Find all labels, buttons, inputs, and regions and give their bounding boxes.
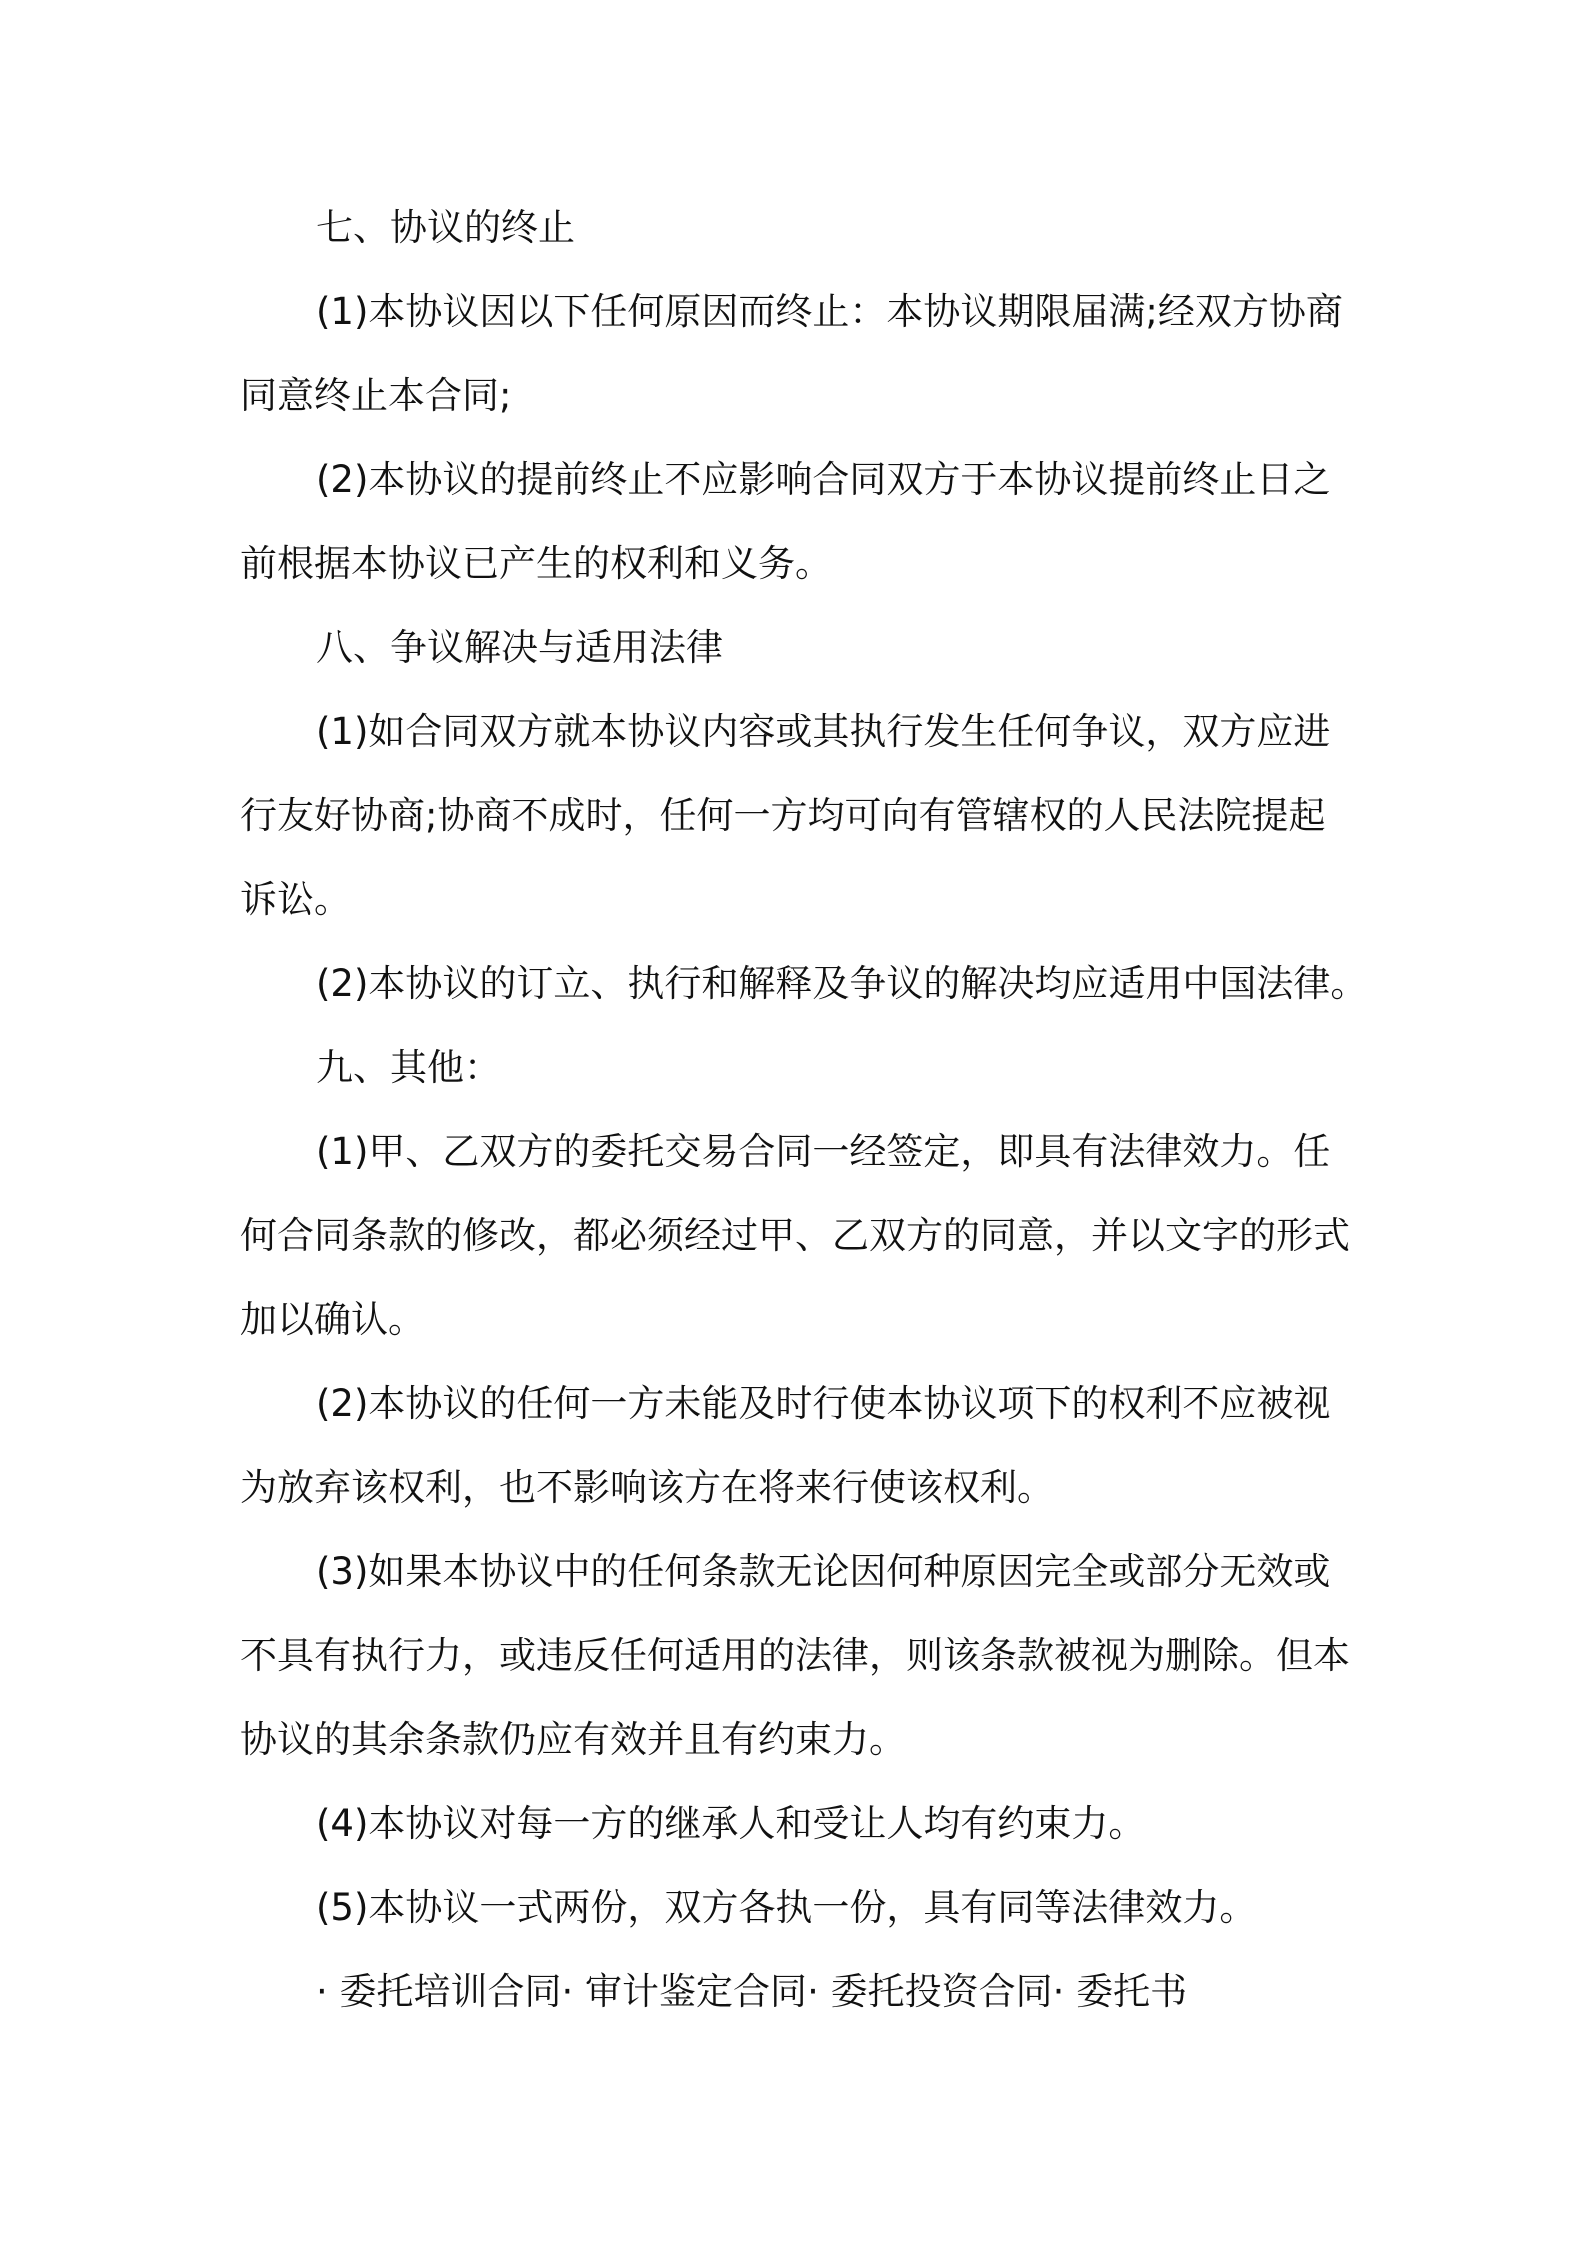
clause-line: 何合同条款的修改，都必须经过甲、乙双方的同意，并以文字的形式 — [240, 1214, 1350, 1257]
clause-line: (4)本协议对每一方的继承人和受让人均有约束力。 — [316, 1802, 1146, 1845]
document-body — [240, 200, 1368, 2020]
clause-line: (2)本协议的订立、执行和解释及争议的解决均应适用中国法律。 — [316, 962, 1368, 1005]
clause-line: (1)如合同双方就本协议内容或其执行发生任何争议，双方应进 — [316, 710, 1331, 753]
clause-line: 协议的其余条款仍应有效并且有约束力。 — [240, 1718, 906, 1761]
clause-line: 为放弃该权利，也不影响该方在将来行使该权利。 — [240, 1466, 1054, 1509]
clause-line: 行友好协商;协商不成时，任何一方均可向有管辖权的人民法院提起 — [240, 794, 1326, 837]
clause-8-1 — [240, 704, 1360, 928]
clause-line: 加以确认。 — [240, 1298, 425, 1341]
clause-line: (2)本协议的提前终止不应影响合同双方于本协议提前终止日之 — [316, 458, 1331, 501]
clause-line: 前根据本协议已产生的权利和义务。 — [240, 542, 832, 585]
related-links — [240, 1964, 1360, 2020]
clause-line: (1)甲、乙双方的委托交易合同一经签定，即具有法律效力。任 — [316, 1130, 1331, 1173]
clause-9-3 — [240, 1544, 1360, 1768]
clause-7-2 — [240, 452, 1360, 592]
clause-line: (3)如果本协议中的任何条款无论因何种原因完全或部分无效或 — [316, 1550, 1331, 1593]
clause-line: (5)本协议一式两份，双方各执一份，具有同等法律效力。 — [316, 1886, 1257, 1929]
clause-line: 同意终止本合同; — [240, 374, 512, 417]
clause-7-1 — [240, 284, 1360, 424]
related-link-investment-contract[interactable]: · 委托投资合同 — [807, 1970, 1053, 2013]
clause-9-5 — [240, 1880, 1360, 1936]
clause-9-2 — [240, 1376, 1360, 1516]
clause-9-1 — [240, 1124, 1360, 1348]
section-heading-9: 九、其他： — [316, 1046, 501, 1089]
section-heading-7: 七、协议的终止 — [316, 206, 575, 249]
related-link-power-of-attorney[interactable]: · 委托书 — [1052, 1970, 1188, 2013]
related-link-audit-contract[interactable]: · 审计鉴定合同 — [561, 1970, 808, 2013]
related-link-training-contract[interactable]: · 委托培训合同 — [316, 1970, 562, 2013]
clause-line: (1)本协议因以下任何原因而终止：本协议期限届满;经双方协商 — [316, 290, 1343, 333]
clause-8-2 — [240, 956, 1368, 1012]
clause-9-4 — [240, 1796, 1360, 1852]
clause-line: (2)本协议的任何一方未能及时行使本协议项下的权利不应被视 — [316, 1382, 1331, 1425]
section-heading-8: 八、争议解决与适用法律 — [316, 626, 723, 669]
clause-line: 不具有执行力，或违反任何适用的法律，则该条款被视为删除。但本 — [240, 1634, 1350, 1677]
clause-line: 诉讼。 — [240, 878, 351, 921]
